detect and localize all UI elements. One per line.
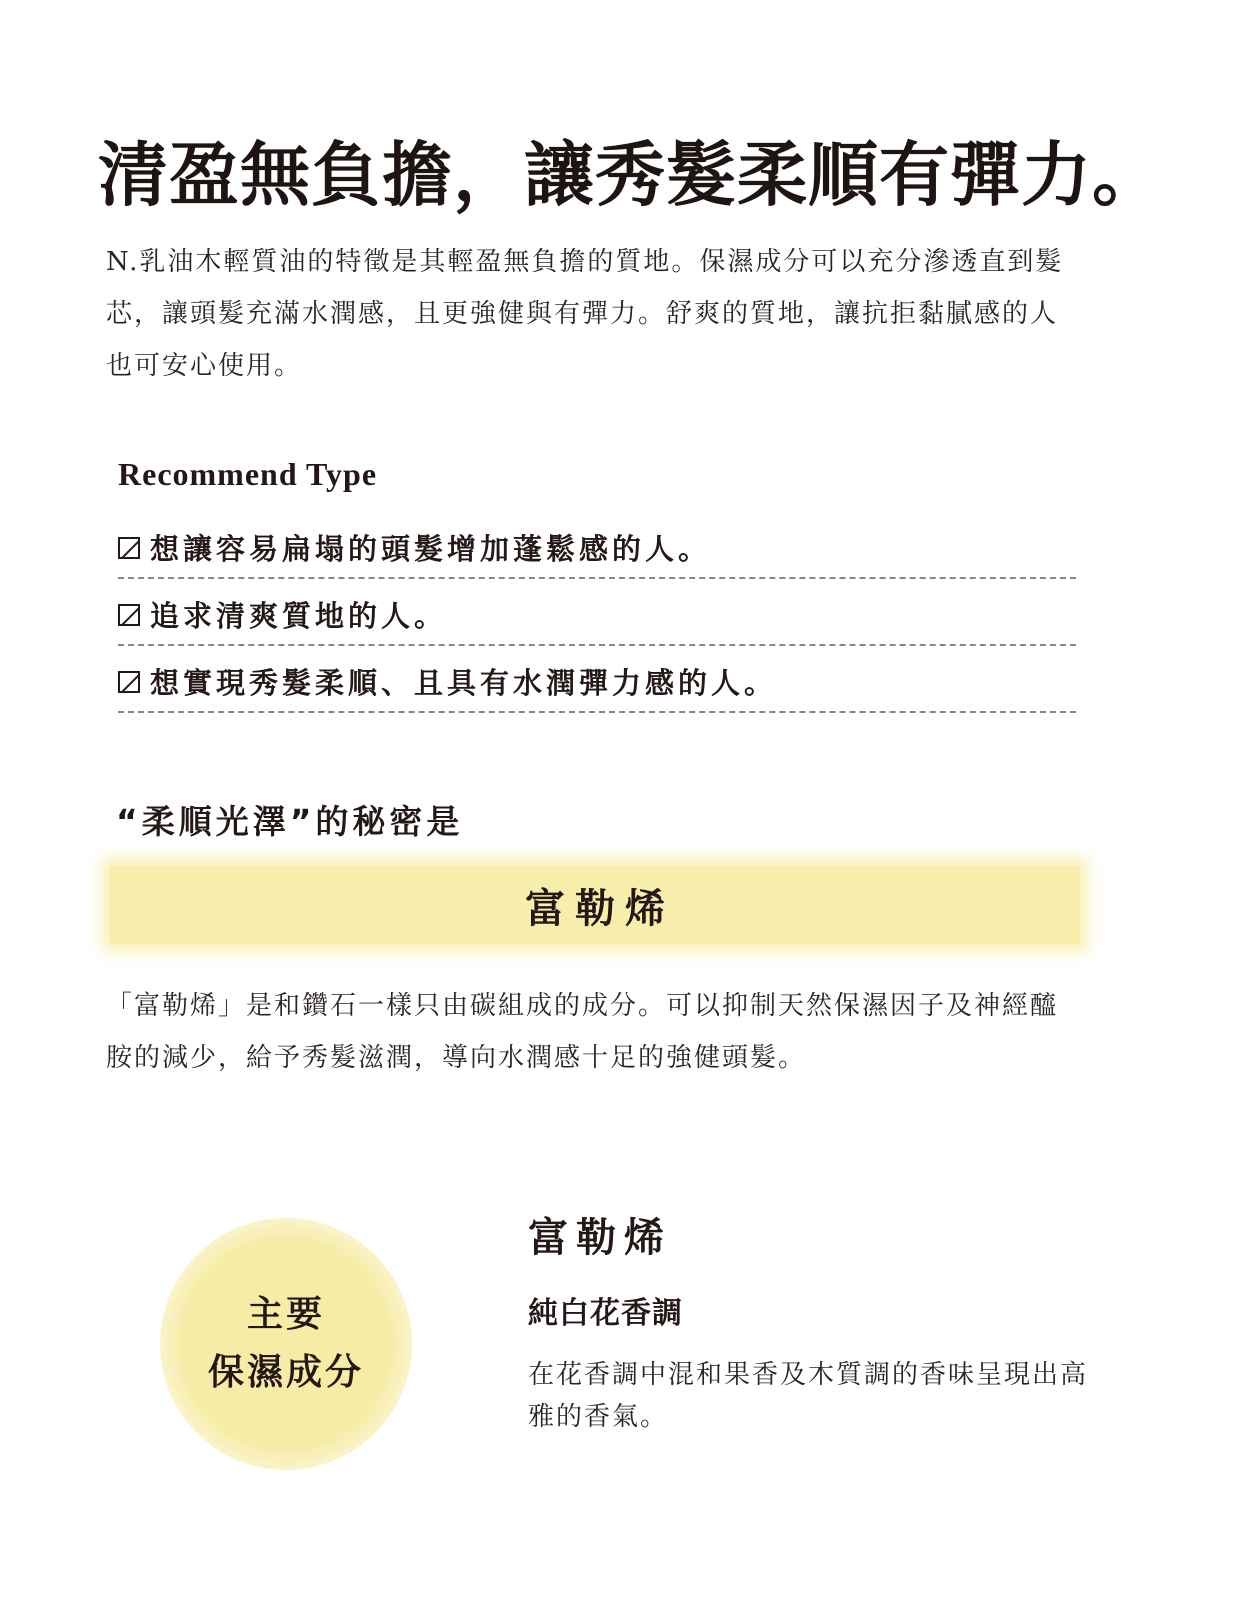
recommend-item: [118, 512, 1076, 579]
secret-title: “柔順光澤”的秘密是: [116, 802, 464, 841]
scent-description: 在花香調中混和果香及木質調的香味呈現出高雅的香氣。: [528, 1360, 1089, 1432]
recommend-type-title: Recommend Type: [118, 456, 378, 492]
fullerene-description: 「富勒烯」是和鑽石一樣只由碳組成的成分。可以抑制天然保濕因子及神經醯胺的減少，給予秀髮滋潤，導向水潤感十足的強健頭髮。: [106, 991, 1059, 1073]
recommend-list: [118, 512, 1076, 713]
highlight-ingredient: 富勒烯: [525, 885, 675, 932]
ingredient-name: 富勒烯: [528, 1215, 672, 1261]
scent-name: 純白花香調: [528, 1296, 683, 1331]
intro-paragraph: N.乳油木輕質油的特徵是其輕盈無負擔的質地。保濕成分可以充分滲透直到髮芯，讓頭髮充滿水潤感，且更強健與有彈力。舒爽的質地，讓抗拒黏膩感的人也可安心使用。: [106, 247, 1064, 381]
badge-line-1: 主要: [246, 1294, 325, 1335]
headline: 清盈無負擔，讓秀髮柔順有彈力。: [98, 134, 1163, 216]
recommend-item-text: 追求清爽質地的人。: [150, 599, 448, 633]
highlight-bar: [110, 866, 1080, 944]
checkbox-icon: [118, 671, 140, 693]
recommend-item: [118, 646, 1076, 713]
recommend-item: [118, 579, 1076, 646]
checkbox-icon: [118, 604, 140, 626]
badge-line-2: 保濕成分: [207, 1352, 364, 1393]
main-moisturizing-badge: [160, 1218, 412, 1470]
recommend-item-text: 想實現秀髮柔順、且具有水潤彈力感的人。: [150, 666, 778, 700]
recommend-item-text: 想讓容易扁塌的頭髮增加蓬鬆感的人。: [150, 532, 712, 566]
checkbox-icon: [118, 537, 140, 559]
